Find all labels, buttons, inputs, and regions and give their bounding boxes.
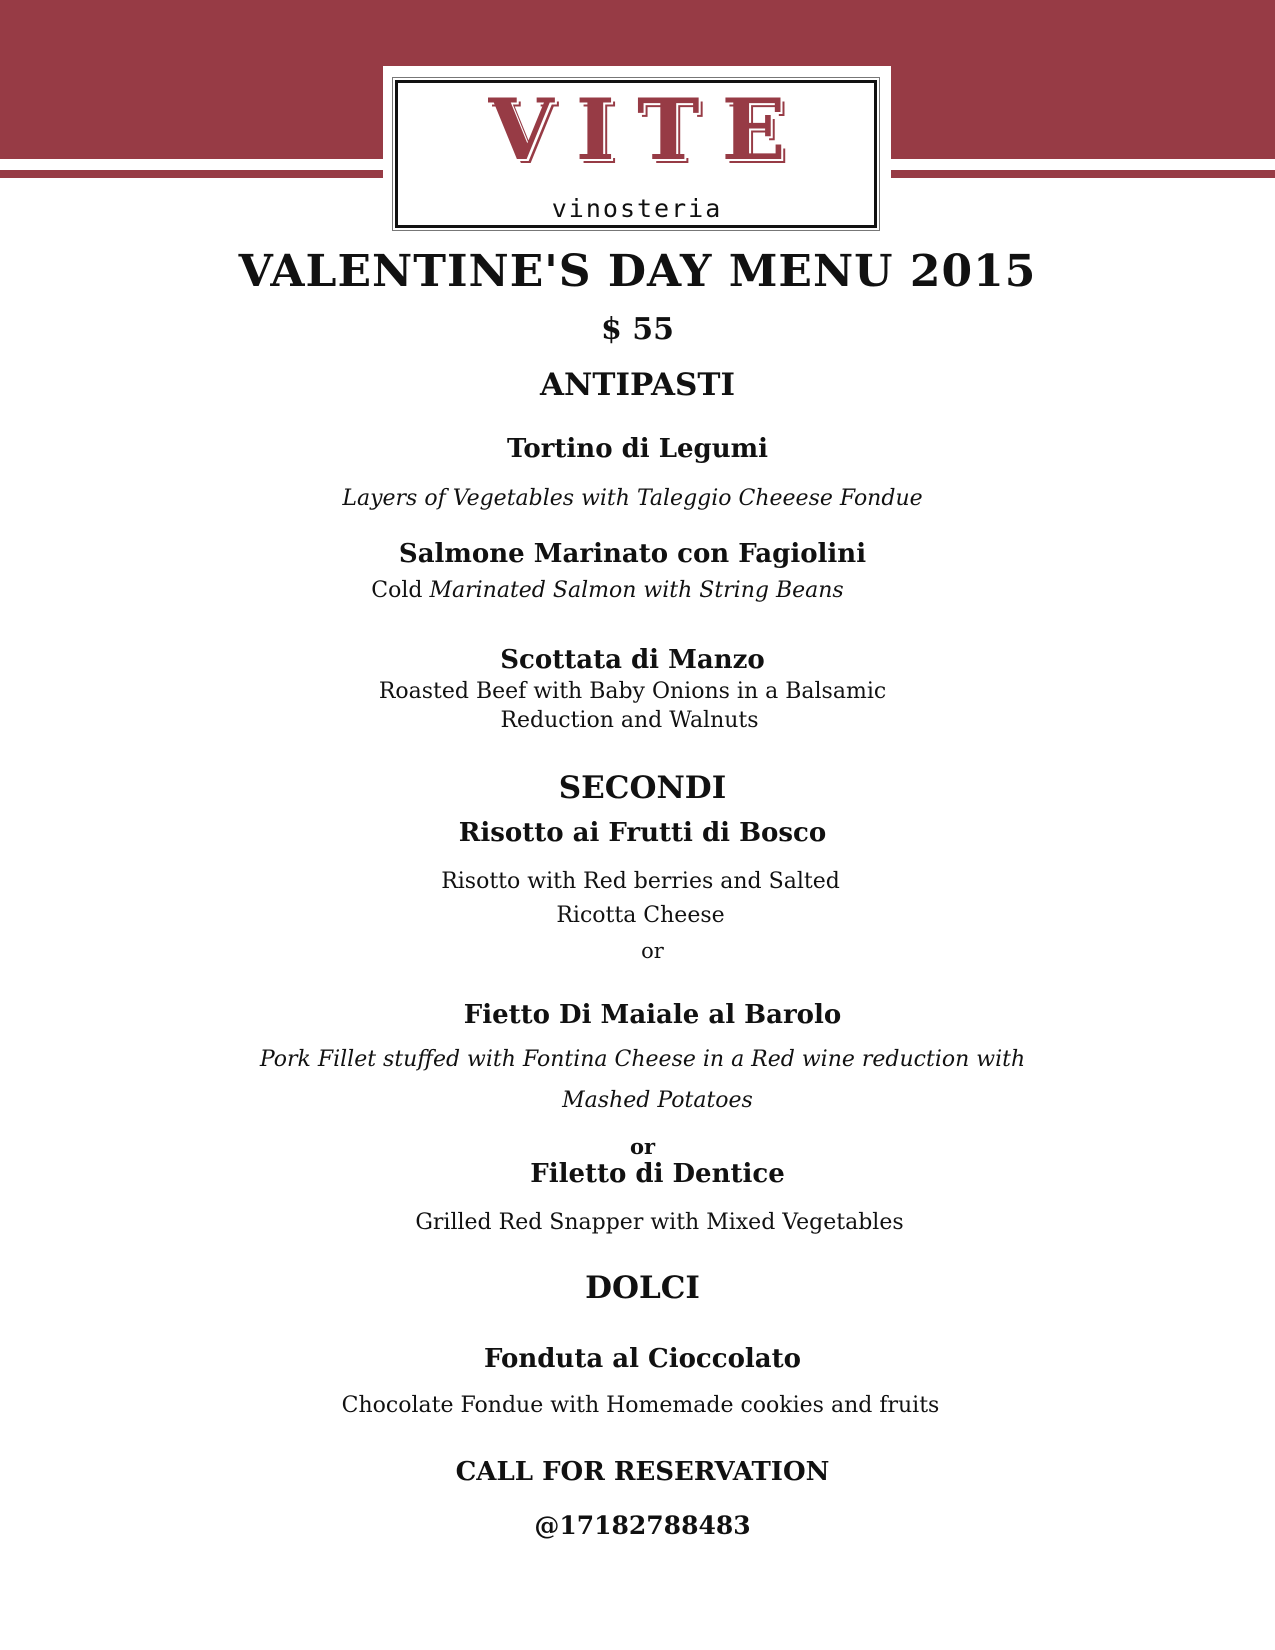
logo-wordmark: VITE [488, 80, 808, 179]
dish-name: Filetto di Dentice [530, 1159, 785, 1189]
dish-description: Pork Fillet stuffed with Fontina Cheese in a Red wine reduction with [259, 1047, 1026, 1072]
dish-description: Ricotta Cheese [556, 903, 725, 928]
dish-description: Mashed Potatoes [562, 1088, 753, 1113]
header-stripe-right [891, 170, 1275, 178]
section-heading-dolci: DOLCI [585, 1270, 700, 1306]
logo-subtitle: vinosteria [534, 196, 741, 221]
header-stripe-left [0, 170, 383, 178]
logo [383, 66, 891, 256]
dish-name: Fonduta al Cioccolato [483, 1344, 802, 1374]
dish-name: Tortino di Legumi [507, 434, 768, 464]
dish-name: Fietto Di Maiale al Barolo [463, 1000, 842, 1030]
section-heading-secondi: SECONDI [558, 770, 727, 806]
dish-description: Layers of Vegetables with Taleggio Cheeese Fondue [342, 486, 923, 511]
dish-description-prefix: Cold [371, 578, 423, 603]
dish-description [0, 580, 1245, 602]
phone-number[interactable]: @17182788483 [534, 1511, 751, 1540]
dish-name: Salmone Marinato con Fagiolini [398, 539, 867, 569]
dish-description: Chocolate Fondue with Homemade cookies and fruits [341, 1393, 940, 1418]
dish-description: Grilled Red Snapper with Mixed Vegetables [415, 1210, 904, 1235]
dish-name: Risotto ai Frutti di Bosco [458, 818, 827, 848]
section-heading-antipasti: ANTIPASTI [539, 367, 736, 403]
dish-description: Roasted Beef with Baby Onions in a Balsamic [378, 679, 887, 704]
menu-price: $ 55 [600, 312, 675, 347]
dish-description: Reduction and Walnuts [500, 708, 759, 733]
dish-name: Scottata di Manzo [500, 645, 765, 675]
dish-description-italic: Marinated Salmon with String Beans [429, 578, 844, 603]
menu-title: VALENTINE'S DAY MENU 2015 [238, 246, 1037, 297]
or-separator: or [641, 939, 664, 963]
call-for-reservation: CALL FOR RESERVATION [455, 1457, 830, 1487]
dish-description: Risotto with Red berries and Salted [441, 869, 840, 894]
or-separator: or [629, 1134, 656, 1159]
